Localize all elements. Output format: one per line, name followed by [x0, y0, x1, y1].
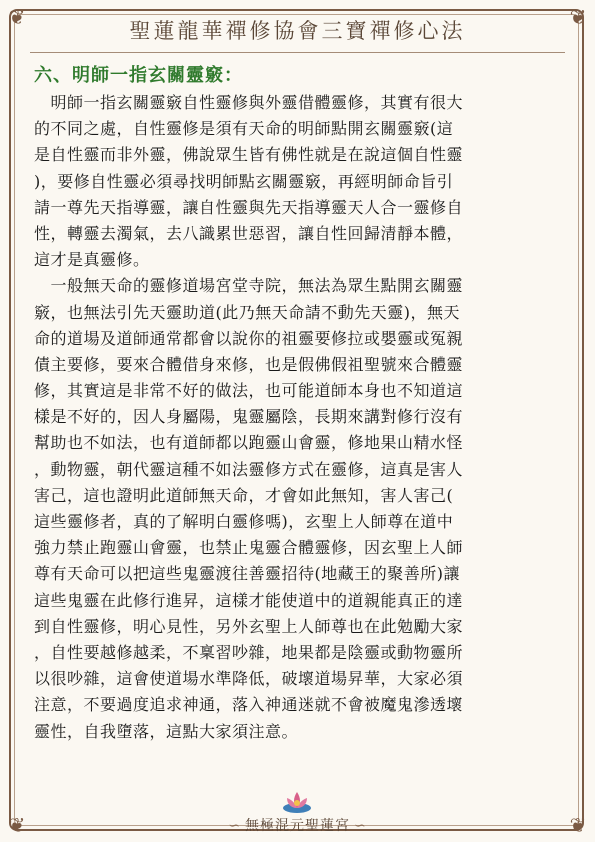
footer-label: 無極混元聖蓮宮 — [245, 818, 350, 834]
text-line: 一般無天命的靈修道場宮堂寺院，無法為眾生點開玄關靈 — [34, 276, 464, 296]
text-line: 強力禁止跑靈山會靈，也禁止鬼靈合體靈修，因玄聖上人師 — [34, 538, 464, 558]
text-line: 以很吵雜，這會使道場水準降低，破壞道場昇華，大家必須 — [34, 669, 464, 689]
text-line: 這些鬼靈在此修行進昇，這樣才能使道中的道親能真正的達 — [34, 590, 464, 610]
text-line: 這些靈修者，真的了解明白靈修嗎)，玄聖上人師尊在道中 — [34, 512, 454, 531]
text-line: 注意，不要過度追求神通，落入神通迷就不會被魔鬼滲透壞 — [34, 695, 464, 715]
text-line: 靈性，自我墮落，這點大家須注意。 — [34, 721, 299, 741]
text-line: ，動物靈，朝代靈這種不如法靈修方式在靈修，這真是害人 — [34, 459, 464, 479]
text-line: 尊有天命可以把這些鬼靈渡往善靈招待(地藏王的聚善所)讓 — [34, 564, 460, 584]
text-line: 修，其實這是非常不好的做法，也可能道師本身也不知道這 — [34, 381, 464, 401]
section-heading: 六、明師一指玄關靈竅： — [34, 65, 243, 86]
corner-ornament-icon: ❦ — [8, 5, 26, 29]
text-line: )，要修自性靈必須尋找明師點玄關靈竅，再經明師命旨引 — [34, 171, 454, 191]
text-line: 命的道場及道師通常都會以說你的祖靈要修拉或嬰靈或冤親 — [34, 328, 464, 348]
corner-ornament-icon: ❦ — [8, 813, 26, 837]
main-content — [34, 62, 562, 745]
text-line: 請一尊先天指導靈，讓自性靈與先天指導靈天人合一靈修自 — [34, 197, 464, 217]
text-line: 明師一指玄關靈竅自性靈修與外靈借體靈修，其實有很大 — [34, 93, 464, 112]
text-line: 性，轉靈去濁氣，去八識累世惡習，讓自性回歸清靜本體， — [34, 223, 464, 243]
text-line: ，自性要越修越柔，不稟習吵雜，地果都是陰靈或動物靈所 — [34, 642, 464, 662]
paragraph-1 — [34, 90, 562, 273]
flourish-icon: ∽ — [354, 818, 367, 834]
paragraph-2 — [34, 273, 562, 744]
text-line: 這才是真靈修。 — [34, 250, 150, 270]
lotus-icon — [279, 788, 315, 818]
page-header — [26, 14, 569, 48]
text-line: 竅，也無法引先天靈助道(此乃無天命請不動先天靈)，無天 — [34, 302, 460, 322]
page-title: 聖蓮龍華禪修協會三寶禪修心法 — [129, 19, 466, 43]
text-line: 幫助也不如法，也有道師都以跑靈山會靈，修地果山精水怪 — [34, 433, 464, 453]
corner-ornament-icon: ❦ — [569, 813, 587, 837]
text-line: 害己，這也證明此道師無天命，才會如此無知，害人害己( — [34, 485, 454, 505]
flourish-icon: ∽ — [228, 818, 241, 834]
text-line: 的不同之處，自性靈修是須有天命的明師點開玄關靈竅(這 — [34, 119, 454, 139]
text-line: 債主要修，要來合體借身來修，也是假佛假祖聖號來合體靈 — [34, 354, 464, 374]
corner-ornament-icon: ❦ — [569, 5, 587, 29]
text-line: 到自性靈修，明心見性，另外玄聖上人師尊也在此勉勵大家 — [34, 616, 464, 636]
header-divider — [30, 52, 565, 53]
text-line: 樣是不好的，因人身屬陽，鬼靈屬陰，長期來講對修行沒有 — [34, 407, 464, 427]
text-line: 是自性靈而非外靈，佛說眾生皆有佛性就是在說這個自性靈 — [34, 145, 464, 165]
footer — [0, 815, 595, 835]
